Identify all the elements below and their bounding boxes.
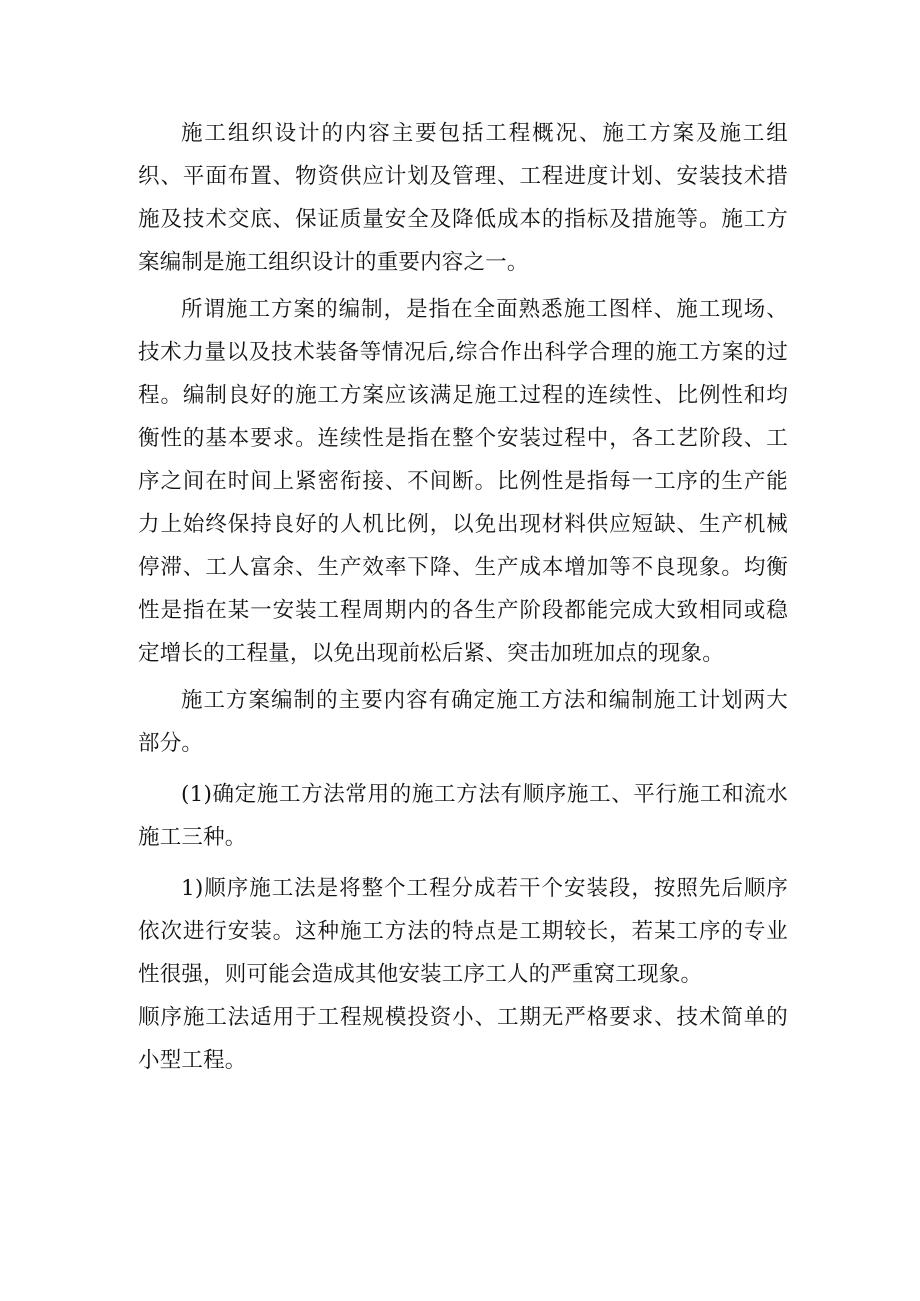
paragraph-construction-design-content: 施工组织设计的内容主要包括工程概况、施工方案及施工组织、平面布置、物资供应计划及管理、工程进度计划、安装技术措施及技术交底、保证质量安全及降低成本的指标及措施等。施工方案编制是施工组织设计的重要内容之一。 [138,121,788,275]
paragraph-sequential-method-usage: 顺序施工法适用于工程规模投资小、工期无严格要求、技术简单的小型工程。 [138,1005,788,1073]
paragraph-sequential-method: 1)顺序施工法是将整个工程分成若干个安装段，按照先后顺序依次进行安装。这种施工方法的特点是工期较长，若某工序的专业性很强，则可能会造成其他安装工序工人的严重窝工现象。 [138,876,788,987]
paragraph-plan-main-content: 施工方案编制的主要内容有确定施工方法和编制施工计划两大部分。 [138,688,788,756]
paragraph-construction-methods: (1)确定施工方法常用的施工方法有顺序施工、平行施工和流水施工三种。 [138,782,788,850]
paragraph-construction-plan-definition: 所谓施工方案的编制，是指在全面熟悉施工图样、施工现场、技术力量以及技术装备等情况后,综合作出科学合理的施工方案的过程。编制良好的施工方案应该满足施工过程的连续性、比例性和均衡性的基本要求。连续性是指在整个安装过程中，各工艺阶段、工序之间在时间上紧密衔接、不间断。比例性是指每一工序的生产能力上始终保持良好的人机比例，以免出现材料供应短缺、生产机械停滞、工人富余、生产效率下降、生产成本增加等不良现象。均衡性是指在某一安装工程周期内的各生产阶段都能完成大致相同或稳定增长的工程量，以免出现前松后紧、突击加班加点的现象。 [138,297,788,666]
document-body [138,112,788,1082]
